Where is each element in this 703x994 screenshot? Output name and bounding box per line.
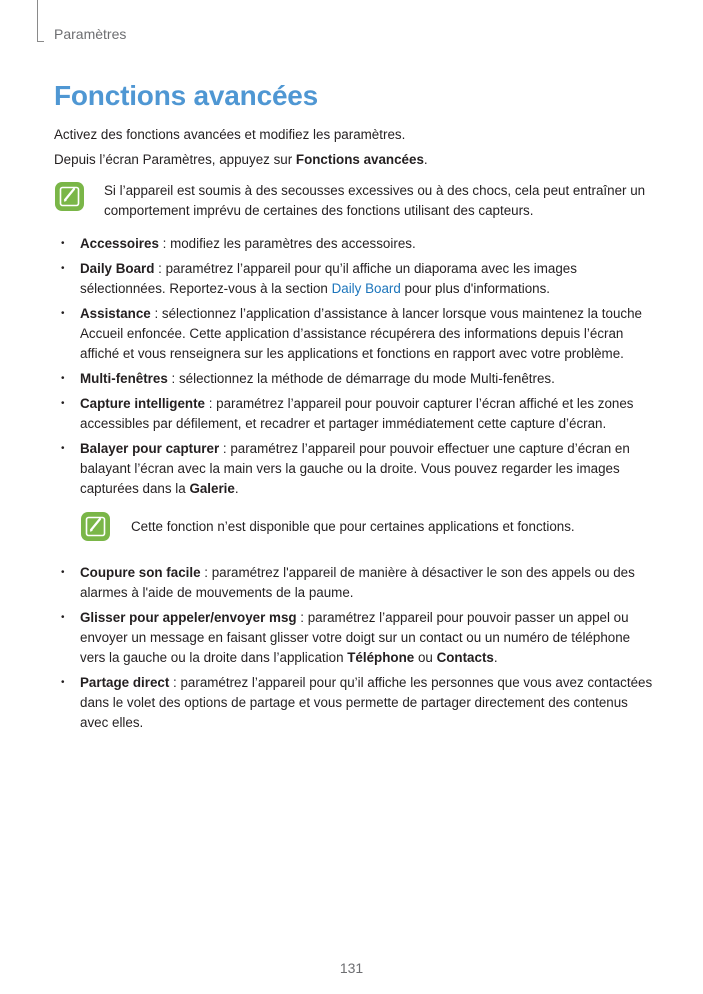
page-number: 131	[339, 960, 364, 976]
daily-board-link[interactable]: Daily Board	[331, 281, 401, 296]
note-callout	[54, 181, 645, 221]
corner-mark	[37, 41, 44, 42]
note-pencil-icon	[80, 511, 111, 542]
note-callout	[80, 511, 575, 542]
feature-list	[54, 234, 654, 504]
note-text: Si l’appareil est soumis à des secousses excessives ou à des chocs, cela peut entraîner un comportement imprévu de certaines des fonctions utilisant des capteurs.	[104, 183, 646, 218]
corner-mark	[37, 0, 38, 42]
list-item: • Assistance : sélectionnez l’application d’assistance à lancer lorsque vous maintenez la touche Accueil enfoncée. Cette application d’assistance récupérera des informations depuis l’écran affiché et vous renseignera sur les applications et fonctions en rapport avec votre problème.	[54, 304, 654, 364]
note-text: Cette fonction n’est disponible que pour certaines applications et fonctions.	[131, 519, 575, 534]
list-item: • Accessoires : modifiez les paramètres des accessoires.	[54, 234, 654, 254]
note-pencil-icon	[54, 181, 85, 212]
feature-list	[54, 563, 654, 738]
list-item: • Multi-fenêtres : sélectionnez la méthode de démarrage du mode Multi-fenêtres.	[54, 369, 654, 389]
menu-path-bold: Fonctions avancées	[295, 152, 424, 167]
running-head: Paramètres	[54, 26, 127, 42]
intro-line-2: Depuis l’écran Paramètres, appuyez sur Fonctions avancées.	[54, 152, 428, 167]
list-item: • Partage direct : paramétrez l’appareil pour qu’il affiche les personnes que vous avez contactées dans le volet des options de partage et vous permette de partager directement des contenus avec elles.	[54, 673, 654, 733]
list-item: • Capture intelligente : paramétrez l’appareil pour pouvoir capturer l’écran affiché et les zones accessibles par défilement, et recadrer et partager immédiatement cette capture d’écran.	[54, 394, 654, 434]
list-item: • Balayer pour capturer : paramétrez l’appareil pour pouvoir effectuer une capture d’écran en balayant l’écran avec la main vers la gauche ou la droite. Vous pouvez regarder les images capturées dans la Galerie.	[54, 439, 654, 499]
list-item: • Glisser pour appeler/envoyer msg : paramétrez l’appareil pour pouvoir passer un appel ou envoyer un message en faisant glisser votre doigt sur un contact ou un numéro de téléphone vers la gauche ou la droite dans l’application Téléphone ou Contacts.	[54, 608, 654, 668]
intro-line-1: Activez des fonctions avancées et modifiez les paramètres.	[54, 127, 406, 142]
list-item: • Coupure son facile : paramétrez l'appareil de manière à désactiver le son des appels ou des alarmes à l'aide de mouvements de la paume.	[54, 563, 654, 603]
page-title: Fonctions avancées	[54, 80, 319, 111]
list-item: • Daily Board : paramétrez l’appareil pour qu’il affiche un diaporama avec les images sélectionnées. Reportez-vous à la section Daily Board pour plus d'informations.	[54, 259, 654, 299]
